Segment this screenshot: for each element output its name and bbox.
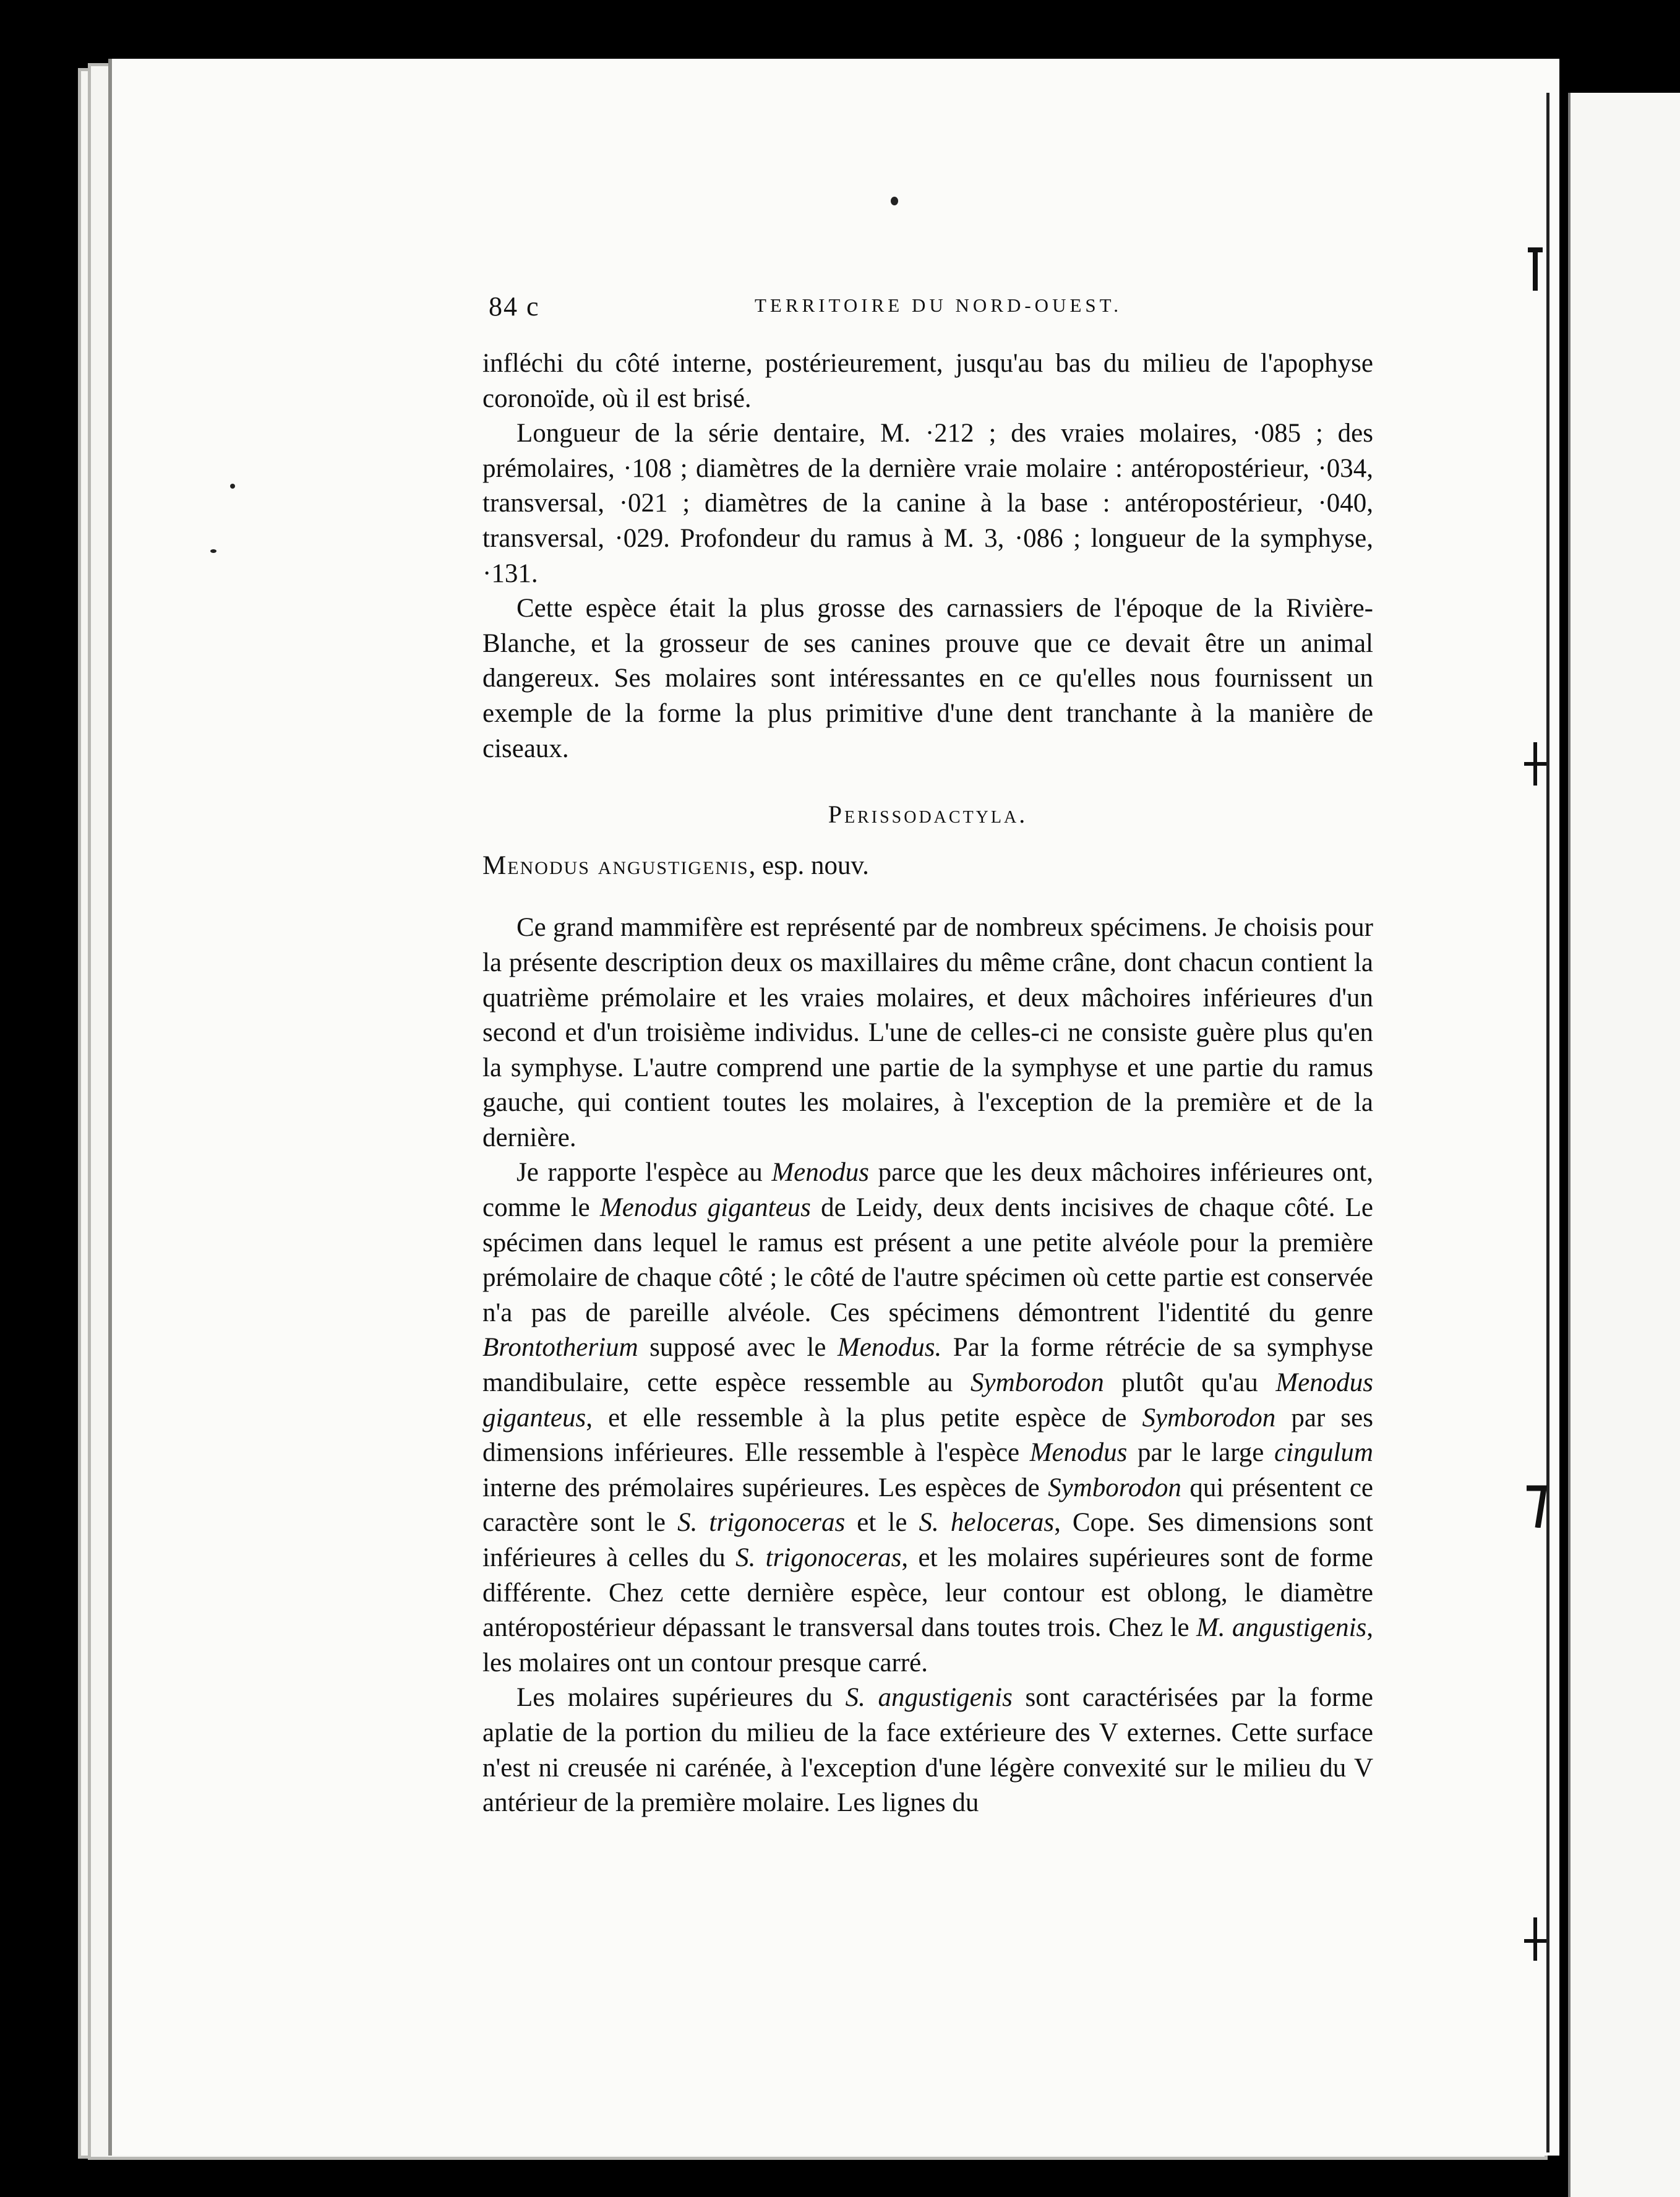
gutter-line	[1546, 93, 1549, 2152]
section-title: Perissodactyla.	[828, 800, 1028, 829]
ink-speck	[210, 549, 216, 553]
italic-term: cingulum	[1274, 1438, 1373, 1468]
text-run: de Leidy, deux dents incisives de chaque côté. Le spécimen dans lequel le ramus est présent a une petite alvéole pour la première prémolaire de chaque côté ; le côté de l'autre spécimen où cette partie est conservée n'a pas de pareille alvéole. Ces spécimens démontrent l'identité du genre	[482, 1193, 1374, 1327]
italic-taxon: M. angustigenis	[1196, 1613, 1367, 1643]
paragraph: Cette espèce était la plus grosse des carnassiers de l'époque de la Rivière-Blanche, et la grosseur de ses canines prouve que ce devait être un animal dangereux. Ses molaires sont intéressantes en ce qu'elles nous fournissent un exemple de la forme la plus primitive d'une dent tranchante à la manière de ciseaux.	[482, 594, 1373, 763]
text-run: Je rapporte l'espèce au	[516, 1158, 772, 1188]
ink-speck	[891, 197, 898, 205]
text-run: sont caractérisées par la forme aplatie de la portion du milieu de la face extérieure des V externes. Cette surface n'est ni creusée ni carénée, à l'exception d'une légère convexité sur le milieu du V antérieur de la première molaire. Les lignes du	[482, 1683, 1373, 1818]
text-run: qui présentent ce caractère sont le	[482, 1473, 1373, 1538]
ink-speck	[230, 484, 235, 489]
text-run: , et les molaires supérieures sont de forme différente. Chez cette dernière espèce, leur contour est oblong, le diamètre antéropostérieur dépassant le transversal dans toutes trois. Chez le	[482, 1543, 1373, 1643]
italic-taxon: S. trigonoceras	[677, 1508, 846, 1538]
spine-clip-mark	[1523, 1484, 1548, 1528]
text-run: par le large	[1127, 1438, 1274, 1468]
page-header	[489, 291, 1386, 328]
running-head: TERRITOIRE DU NORD-OUEST.	[755, 294, 1123, 316]
paragraph	[482, 1155, 1373, 1681]
spine-clip-mark	[1523, 742, 1548, 786]
paragraph: Ce grand mammifère est représenté par de nombreux spécimens. Je choisis pour la présente description deux os maxillaires du même crâne, dont chacun contient la quatrième prémolaire et les vraies molaires, et deux mâchoires inférieures d'un second et d'un troisième individus. L'une de celles-ci ne consiste guère plus qu'en la symphyse. L'autre comprend une partie de la symphyse et une partie du ramus gauche, qui contient toutes les molaires, à l'exception de la première et de la dernière.	[482, 913, 1373, 1152]
body-text	[482, 346, 1373, 1821]
facing-page-edge	[1568, 93, 1680, 2197]
paragraph	[482, 1681, 1373, 1820]
italic-taxon: Menodus	[1029, 1438, 1128, 1468]
text-run: par ses dimensions inférieures. Elle ressemble à l'espèce	[482, 1403, 1373, 1468]
text-run: supposé avec le	[638, 1333, 838, 1363]
text-run: , et elle ressemble à la plus petite espèce de	[586, 1403, 1142, 1433]
italic-taxon: S. trigonoceras	[735, 1543, 902, 1572]
italic-taxon: Symborodon	[1142, 1403, 1276, 1433]
page-number: 84 c	[489, 291, 540, 322]
text-run: Par la forme rétrécie de sa symphyse mandibulaire, cette espèce ressemble au	[482, 1333, 1373, 1398]
italic-taxon: Menodus.	[837, 1333, 942, 1363]
spine-clip-mark	[1523, 1917, 1548, 1961]
text-run: interne des prémolaires supérieures. Les espèces de	[482, 1473, 1048, 1502]
species-heading	[482, 849, 1373, 884]
paragraph: infléchi du côté interne, postérieurement, jusqu'au bas du milieu de l'apophyse coronoïde, où il est brisé.	[482, 349, 1373, 413]
text-run: Les molaires supérieures du	[516, 1683, 846, 1713]
italic-taxon: S. heloceras	[919, 1508, 1055, 1538]
paragraph: Longueur de la série dentaire, M. ·212 ; des vraies molaires, ·085 ; des prémolaires, ·108 ; diamètres de la dernière vraie molaire : antéropostérieur, ·034, transversal, ·021 ; diamètres de la canine à la base : antéropostérieur, ·040, transversal, ·029. Profondeur du ramus à M. 3, ·086 ; longueur de la symphyse, ·131.	[482, 419, 1373, 588]
text-run: et le	[845, 1508, 919, 1538]
text-run: , les molaires ont un contour presque carré.	[482, 1613, 1373, 1677]
italic-taxon: Brontotherium	[482, 1333, 638, 1363]
spine-clip-mark	[1523, 247, 1548, 291]
italic-taxon: Symborodon	[971, 1368, 1104, 1398]
italic-taxon: Symborodon	[1048, 1473, 1181, 1502]
italic-taxon: Menodus	[771, 1158, 869, 1188]
italic-taxon: S. angustigenis	[845, 1683, 1013, 1713]
text-run: plutôt qu'au	[1104, 1368, 1276, 1398]
species-name: Menodus angustigenis	[482, 850, 749, 880]
text-run: , Cope. Ses dimensions sont inférieures à celles du	[482, 1508, 1373, 1572]
text-run: parce que les deux mâchoires inférieures ont, comme le	[482, 1158, 1373, 1223]
italic-taxon: Menodus giganteus	[482, 1368, 1373, 1433]
species-suffix: , esp. nouv.	[748, 850, 869, 880]
italic-taxon: Menodus giganteus	[599, 1193, 811, 1223]
